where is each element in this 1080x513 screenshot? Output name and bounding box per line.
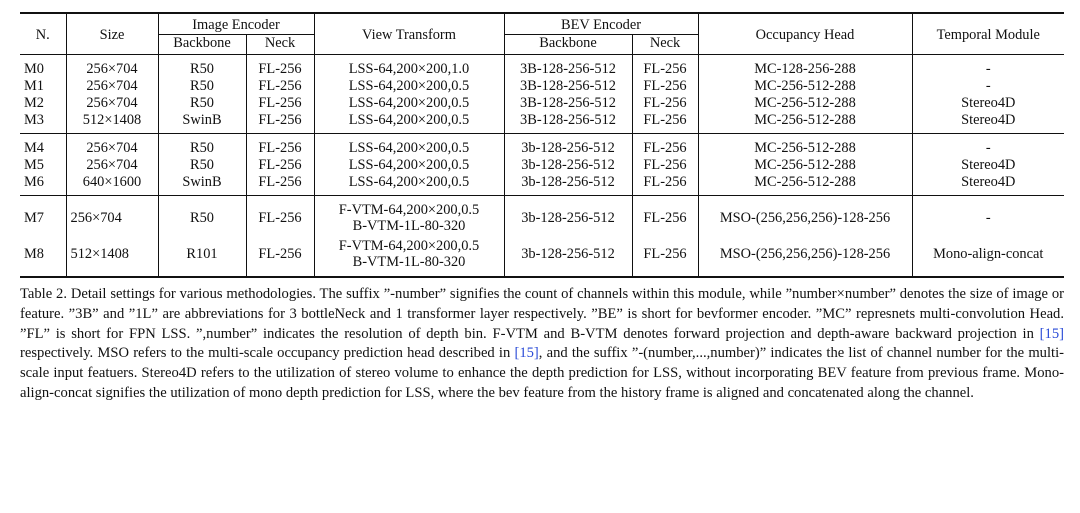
cell-backbone: R50 [158,134,246,158]
cell-neck: FL-256 [246,112,314,134]
cell-view-transform: LSS-64,200×200,0.5 [314,157,504,174]
cell-temporal-module: - [912,134,1064,158]
cell-bev-neck: FL-256 [632,112,698,134]
cell-bev-neck: FL-256 [632,78,698,95]
table-group-1 [20,55,1064,134]
cell-bev-neck: FL-256 [632,157,698,174]
table-row [20,157,1064,174]
cell-bev-neck: FL-256 [632,174,698,196]
view-transform-line-1: F-VTM-64,200×200,0.5 [338,202,480,218]
citation-link-15[interactable]: [15] [1039,325,1064,342]
table-row [20,95,1064,112]
table-group-3 [20,196,1064,278]
table-caption [20,285,1064,404]
cell-bev-backbone: 3b-128-256-512 [504,196,632,237]
cell-bev-neck: FL-256 [632,55,698,79]
table-row [20,196,1064,237]
table-row [20,174,1064,196]
caption-text-2: respectively. MSO refers to the multi-scale occupancy prediction head described in [20,345,515,362]
cell-neck: FL-256 [246,196,314,237]
cell-temporal-module: Stereo4D [912,157,1064,174]
view-transform-line-2: B-VTM-1L-80-320 [352,218,466,234]
cell-n: M0 [24,61,44,77]
cell-bev-neck: FL-256 [632,196,698,237]
cell-occupancy-head: MC-256-512-288 [698,134,912,158]
cell-view-transform [314,236,504,277]
caption-text-1: Detail settings for various methodologies. The suffix ”-number” signifies the count of channels within this module, while ”number×number” denotes the size of image or feature. ”3B” and ”1L” are abbreviations for 3 bottleNeck and 1 transformer layer respectively. ”BE” is short for bevformer encoder. ”MC” represnets multi-convolution Head. ”FL” is short for FPN LSS. ”,number” indicates the resolution of depth bin. F-VTM and B-VTM denotes forward projection and depth-aware backward projection in [20,286,1064,342]
cell-n: M2 [24,95,44,111]
table-row [20,78,1064,95]
cell-backbone: R50 [158,95,246,112]
table-group-2 [20,134,1064,196]
cell-bev-backbone: 3b-128-256-512 [504,236,632,277]
cell-bev-neck: FL-256 [632,236,698,277]
cell-bev-neck: FL-256 [632,134,698,158]
cell-bev-backbone: 3b-128-256-512 [504,174,632,196]
cell-view-transform: LSS-64,200×200,0.5 [314,112,504,134]
cell-size: 640×1600 [66,174,158,196]
cell-neck: FL-256 [246,95,314,112]
cell-occupancy-head: MC-256-512-288 [698,112,912,134]
table-row [20,134,1064,158]
cell-size: 512×1408 [66,112,158,134]
cell-backbone: R50 [158,157,246,174]
cell-bev-backbone: 3B-128-256-512 [504,95,632,112]
cell-size: 256×704 [66,55,158,79]
cell-n: M6 [24,174,44,190]
cell-occupancy-head: MSO-(256,256,256)-128-256 [698,236,912,277]
cell-n: M8 [20,236,66,277]
cell-n: M1 [24,78,44,94]
table-row [20,236,1064,277]
cell-temporal-module: Mono-align-concat [912,236,1064,277]
header-bev-encoder: BEV Encoder [504,13,698,35]
cell-occupancy-head: MC-256-512-288 [698,174,912,196]
header-neck: Neck [246,35,314,55]
cell-view-transform: LSS-64,200×200,0.5 [314,95,504,112]
citation-link-15-second[interactable]: [15] [514,345,539,362]
table-figure [20,12,1064,404]
cell-neck: FL-256 [246,157,314,174]
cell-size: 256×704 [66,134,158,158]
cell-view-transform [314,196,504,237]
cell-n: M7 [20,196,66,237]
caption-label: Table 2. [20,286,67,302]
header-n: N. [20,13,66,55]
cell-size: 256×704 [66,78,158,95]
cell-backbone: R101 [158,236,246,277]
cell-backbone: R50 [158,196,246,237]
cell-neck: FL-256 [246,236,314,277]
cell-occupancy-head: MC-256-512-288 [698,95,912,112]
cell-view-transform: LSS-64,200×200,0.5 [314,78,504,95]
cell-neck: FL-256 [246,174,314,196]
cell-backbone: R50 [158,78,246,95]
cell-temporal-module: - [912,78,1064,95]
cell-bev-backbone: 3b-128-256-512 [504,157,632,174]
cell-n: M4 [20,134,66,158]
cell-neck: FL-256 [246,55,314,79]
cell-view-transform: LSS-64,200×200,0.5 [314,174,504,196]
cell-temporal-module: Stereo4D [912,112,1064,134]
cell-bev-backbone: 3B-128-256-512 [504,78,632,95]
cell-backbone: SwinB [158,112,246,134]
header-occupancy-head: Occupancy Head [698,13,912,55]
view-transform-line-2: B-VTM-1L-80-320 [352,254,466,270]
cell-neck: FL-256 [246,134,314,158]
cell-size: 256×704 [66,95,158,112]
header-bev-neck: Neck [632,35,698,55]
cell-bev-backbone: 3b-128-256-512 [504,134,632,158]
cell-occupancy-head: MC-128-256-288 [698,55,912,79]
header-view-transform: View Transform [314,13,504,55]
table-row [20,112,1064,134]
cell-occupancy-head: MSO-(256,256,256)-128-256 [698,196,912,237]
cell-temporal-module: - [912,55,1064,79]
cell-n: M3 [24,112,44,128]
cell-n: M5 [24,157,44,173]
settings-table [20,12,1064,278]
table-row [20,55,1064,79]
cell-temporal-module: Stereo4D [912,174,1064,196]
cell-occupancy-head: MC-256-512-288 [698,157,912,174]
view-transform-line-1: F-VTM-64,200×200,0.5 [338,238,480,254]
cell-size: 256×704 [66,196,158,237]
cell-temporal-module: Stereo4D [912,95,1064,112]
cell-occupancy-head: MC-256-512-288 [698,78,912,95]
cell-backbone: SwinB [158,174,246,196]
cell-view-transform: LSS-64,200×200,0.5 [314,134,504,158]
header-backbone: Backbone [158,35,246,55]
cell-view-transform: LSS-64,200×200,1.0 [314,55,504,79]
cell-bev-neck: FL-256 [632,95,698,112]
cell-temporal-module: - [912,196,1064,237]
cell-size: 256×704 [66,157,158,174]
header-size: Size [66,13,158,55]
header-temporal-module: Temporal Module [912,13,1064,55]
cell-bev-backbone: 3B-128-256-512 [504,112,632,134]
cell-backbone: R50 [158,55,246,79]
cell-size: 512×1408 [66,236,158,277]
cell-bev-backbone: 3B-128-256-512 [504,55,632,79]
header-image-encoder: Image Encoder [158,13,314,35]
caption-text-3: , and the suffix ”-(number,...,number)” indicates the list of channel number for the multi-scale input featuers. Stereo4D refers to the utilization of stereo volume to enhance the depth prediction for LSS, without incorporating BEV feature from previous frame. Mono-align-concat signifies the utilization of mono depth prediction for LSS, where the bev feature from the history frame is aligned and concatenated along the channel. [20,345,1064,401]
header-bev-backbone: Backbone [504,35,632,55]
cell-neck: FL-256 [246,78,314,95]
